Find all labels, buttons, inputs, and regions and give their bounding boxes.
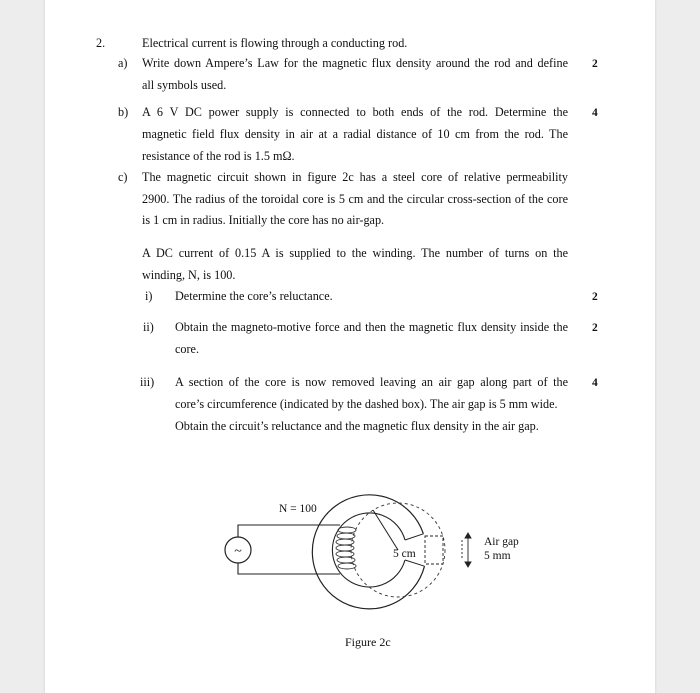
part-a-label: a) bbox=[118, 56, 128, 70]
part-c-line-3: is 1 cm in radius. Initially the core has no air-gap. bbox=[142, 213, 385, 227]
question-intro: Electrical current is flowing through a conducting rod. bbox=[142, 36, 408, 50]
gap-face-bottom bbox=[405, 560, 425, 566]
radius-label: 5 cm bbox=[393, 548, 416, 560]
subpart-iii-line-3: Obtain the circuit’s reluctance and the magnetic flux density in the air gap. bbox=[175, 419, 539, 433]
part-b-line-3: resistance of the rod is 1.5 mΩ. bbox=[142, 149, 295, 163]
bottom-wire bbox=[238, 563, 340, 574]
part-c-line-2: 2900. The radius of the toroidal core is 5 cm and the circular cross-section of the core bbox=[142, 192, 568, 206]
subpart-iii-marks: 4 bbox=[592, 377, 598, 389]
subpart-iii-line-1: A section of the core is now removed leaving an air gap along part of the bbox=[175, 375, 568, 389]
gap-face-top bbox=[405, 534, 423, 540]
top-wire bbox=[238, 525, 340, 537]
part-c-dc-line-1: A DC current of 0.15 A is supplied to the winding. The number of turns on the bbox=[142, 246, 568, 260]
subpart-ii-marks: 2 bbox=[592, 322, 598, 334]
part-b-line-1: A 6 V DC power supply is connected to both ends of the rod. Determine the bbox=[142, 105, 568, 119]
subpart-ii-label: ii) bbox=[143, 320, 154, 334]
part-b-line-2: magnetic field flux density in air at a radial distance of 10 cm from the rod. The bbox=[142, 127, 568, 141]
air-gap-size-label: 5 mm bbox=[484, 550, 511, 562]
radius-line bbox=[373, 510, 398, 550]
part-c-dc-line-2: winding, N, is 100. bbox=[142, 268, 236, 282]
question-number: 2. bbox=[96, 36, 106, 50]
ac-source-symbol: ~ bbox=[234, 544, 242, 559]
air-gap-dashed-box bbox=[425, 536, 443, 564]
part-b-label: b) bbox=[118, 105, 129, 119]
part-a-line-2: all symbols used. bbox=[142, 78, 227, 92]
turns-label: N = 100 bbox=[279, 503, 317, 515]
subpart-i-label: i) bbox=[145, 289, 153, 303]
subpart-i-marks: 2 bbox=[592, 291, 598, 303]
part-b-marks: 4 bbox=[592, 107, 598, 119]
part-a-line-1: Write down Ampere’s Law for the magnetic flux density around the rod and define bbox=[142, 56, 568, 70]
subpart-ii-line-2: core. bbox=[175, 342, 200, 356]
air-gap-label: Air gap bbox=[484, 536, 519, 548]
subpart-ii-line-1: Obtain the magneto-motive force and then the magnetic flux density inside the bbox=[175, 320, 568, 334]
part-c-label: c) bbox=[118, 170, 128, 184]
subpart-iii-label: iii) bbox=[140, 375, 155, 389]
subpart-i-line-1: Determine the core’s reluctance. bbox=[175, 289, 333, 303]
air-gap-dimension bbox=[462, 533, 471, 567]
figure-caption: Figure 2c bbox=[345, 635, 391, 649]
subpart-iii-line-2: core’s circumference (indicated by the dashed box). The air gap is 5 mm wide. bbox=[175, 397, 558, 411]
part-c-line-1: The magnetic circuit shown in figure 2c has a steel core of relative permeability bbox=[142, 170, 568, 184]
part-a-marks: 2 bbox=[592, 58, 598, 70]
